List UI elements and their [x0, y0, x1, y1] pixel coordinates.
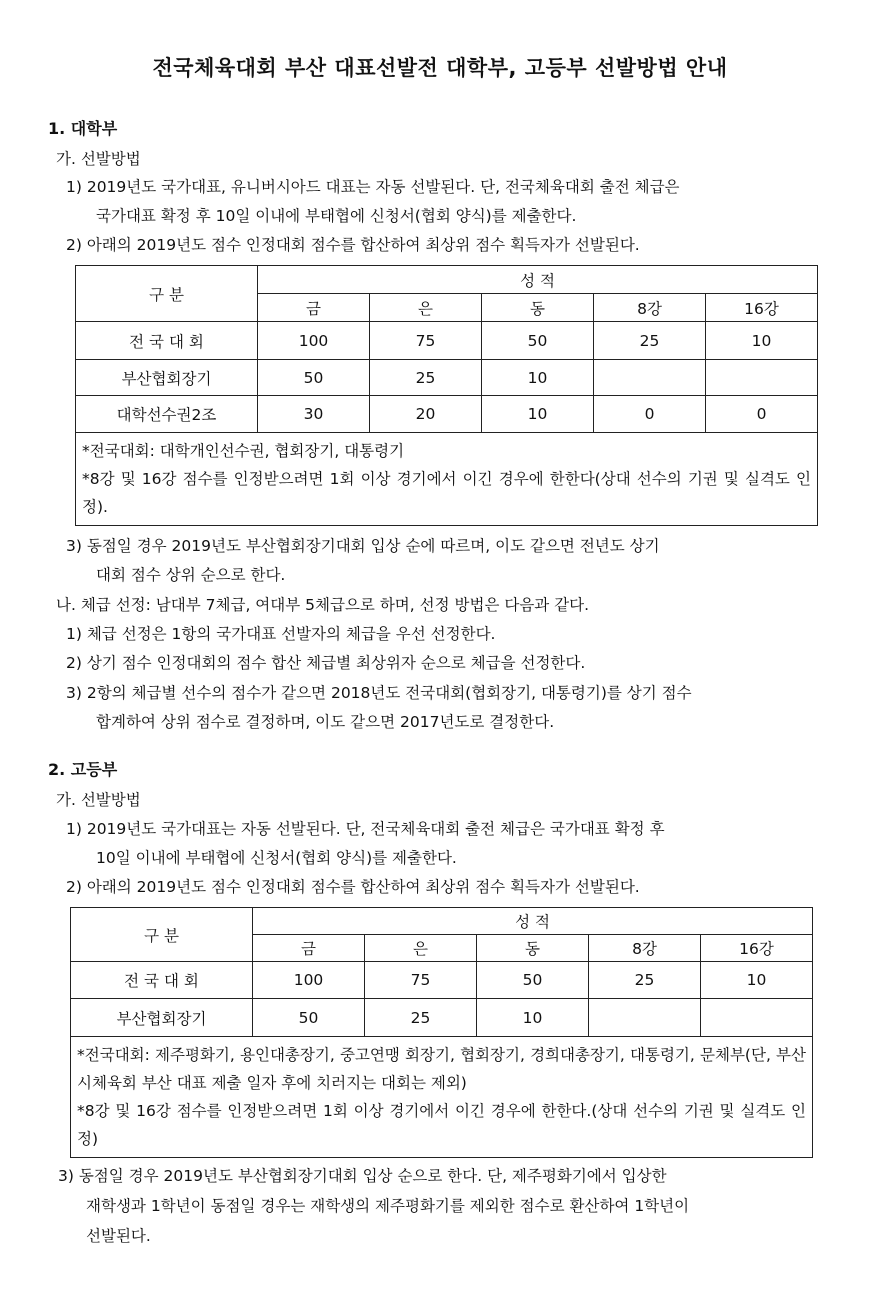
row-label: 전 국 대 회	[71, 962, 253, 999]
univ-item1-line1: 1) 2019년도 국가대표, 유니버시아드 대표는 자동 선발된다. 단, 전국체육대회 출전 체급은	[66, 178, 680, 196]
table-row	[76, 360, 818, 396]
selection-method-heading: 가. 선발방법	[56, 791, 141, 809]
table-cell: 10	[482, 396, 594, 433]
selection-method-heading: 가. 선발방법	[56, 150, 141, 168]
table-cell	[589, 999, 701, 1037]
table-cell: 100	[253, 962, 365, 999]
table-cell: 10	[706, 322, 818, 360]
high-item2: 2) 아래의 2019년도 점수 인정대회 점수를 합산하여 최상위 점수 획득자가 선발된다.	[66, 878, 640, 896]
weight-item1: 1) 체급 선정은 1항의 국가대표 선발자의 체급을 우선 선정한다.	[66, 625, 496, 643]
table-row	[76, 322, 818, 360]
row-label: 대학선수권2조	[76, 396, 258, 433]
table-cell	[701, 999, 813, 1037]
subheader-quarterfinal: 8강	[594, 294, 706, 322]
row-label: 부산협회장기	[71, 999, 253, 1037]
high-item3-line1: 3) 동점일 경우 2019년도 부산협회장기대회 입상 순으로 한다. 단, 제주평화기에서 입상한	[58, 1167, 667, 1185]
note-national-events: *전국대회: 대학개인선수권, 협회장기, 대통령기	[82, 442, 405, 460]
header-category: 구 분	[76, 266, 258, 322]
high-item3-line2: 재학생과 1학년이 동점일 경우는 재학생의 제주평화기를 제외한 점수로 환산하여 1학년이	[86, 1197, 690, 1215]
subheader-silver: 은	[370, 294, 482, 322]
table-notes	[76, 433, 818, 526]
subheader-gold: 금	[253, 935, 365, 962]
note-quarterfinal-rule: *8강 및 16강 점수를 인정받으려면 1회 이상 경기에서 이긴 경우에 한한다.(상대 선수의 기권 및 실격도 인정)	[77, 1102, 807, 1148]
weight-item3-line1: 3) 2항의 체급별 선수의 점수가 같으면 2018년도 전국대회(협회장기, 대통령기)를 상기 점수	[66, 684, 692, 702]
table-cell: 50	[482, 322, 594, 360]
univ-item2: 2) 아래의 2019년도 점수 인정대회 점수를 합산하여 최상위 점수 획득자가 선발된다.	[66, 236, 640, 254]
header-category: 구 분	[71, 908, 253, 962]
table-cell	[594, 360, 706, 396]
univ-item3-line1: 3) 동점일 경우 2019년도 부산협회장기대회 입상 순에 따르며, 이도 같으면 전년도 상기	[66, 537, 660, 555]
table-cell: 75	[365, 962, 477, 999]
subheader-bronze: 동	[477, 935, 589, 962]
univ-item3-line2: 대회 점수 상위 순으로 한다.	[96, 566, 286, 584]
univ-item1-line2: 국가대표 확정 후 10일 이내에 부태협에 신청서(협회 양식)를 제출한다.	[96, 207, 577, 225]
table-cell: 25	[365, 999, 477, 1037]
weight-class-heading: 나. 체급 선정: 남대부 7체급, 여대부 5체급으로 하며, 선정 방법은 다음과 같다.	[56, 596, 590, 614]
table-cell: 10	[701, 962, 813, 999]
table-cell: 75	[370, 322, 482, 360]
section-heading-university: 1. 대학부	[48, 119, 118, 138]
table-cell: 50	[253, 999, 365, 1037]
subheader-round16: 16강	[701, 935, 813, 962]
table-cell: 0	[594, 396, 706, 433]
row-label: 부산협회장기	[76, 360, 258, 396]
header-score: 성 적	[258, 266, 818, 294]
header-score: 성 적	[253, 908, 813, 935]
document-title: 전국체육대회 부산 대표선발전 대학부, 고등부 선발방법 안내	[152, 56, 728, 80]
table-cell: 25	[589, 962, 701, 999]
table-notes	[71, 1037, 813, 1158]
table-cell: 50	[477, 962, 589, 999]
note-quarterfinal-rule: *8강 및 16강 점수를 인정받으려면 1회 이상 경기에서 이긴 경우에 한한다(상대 선수의 기권 및 실격도 인정).	[82, 470, 812, 516]
table-cell: 100	[258, 322, 370, 360]
table-row	[76, 396, 818, 433]
subheader-gold: 금	[258, 294, 370, 322]
weight-item2: 2) 상기 점수 인정대회의 점수 합산 체급별 최상위자 순으로 체급을 선정한다.	[66, 654, 586, 672]
high-item1-line2: 10일 이내에 부태협에 신청서(협회 양식)를 제출한다.	[96, 849, 457, 867]
subheader-round16: 16강	[706, 294, 818, 322]
row-label: 전 국 대 회	[76, 322, 258, 360]
table-row	[71, 999, 813, 1037]
table-cell: 0	[706, 396, 818, 433]
weight-item3-line2: 합계하여 상위 점수로 결정하며, 이도 같으면 2017년도로 결정한다.	[96, 713, 555, 731]
table-cell: 20	[370, 396, 482, 433]
subheader-bronze: 동	[482, 294, 594, 322]
note-national-events: *전국대회: 제주평화기, 용인대총장기, 중고연맹 회장기, 협회장기, 경희대총장기, 대통령기, 문체부(단, 부산시체육회 부산 대표 제출 일자 후에 치러지는 대회는 제외)	[77, 1046, 807, 1092]
high-item1-line1: 1) 2019년도 국가대표는 자동 선발된다. 단, 전국체육대회 출전 체급은 국가대표 확정 후	[66, 820, 665, 838]
subheader-silver: 은	[365, 935, 477, 962]
table-cell: 50	[258, 360, 370, 396]
table-cell: 10	[482, 360, 594, 396]
subheader-quarterfinal: 8강	[589, 935, 701, 962]
university-score-table	[75, 265, 818, 526]
table-row	[71, 962, 813, 999]
table-cell: 30	[258, 396, 370, 433]
table-cell	[706, 360, 818, 396]
section-heading-highschool: 2. 고등부	[48, 760, 118, 779]
high-item3-line3: 선발된다.	[86, 1227, 151, 1245]
table-cell: 25	[594, 322, 706, 360]
table-cell: 10	[477, 999, 589, 1037]
highschool-score-table	[70, 907, 813, 1158]
table-cell: 25	[370, 360, 482, 396]
